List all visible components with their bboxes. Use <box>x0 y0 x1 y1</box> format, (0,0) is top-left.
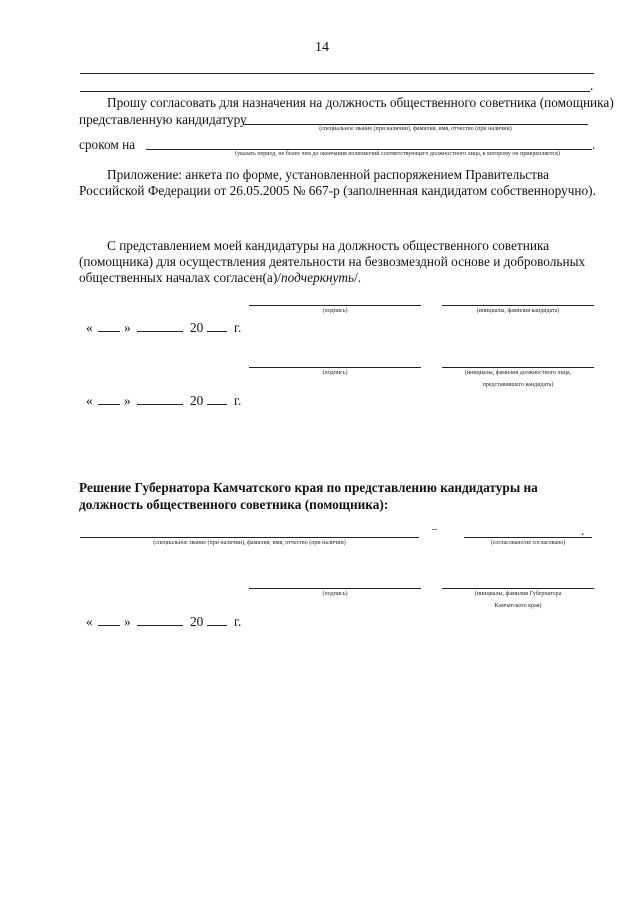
decision-dash: – <box>432 524 437 535</box>
term-line <box>146 149 592 150</box>
term-caption: (указать период, не более чем до окончания полномочий соответствующего должностного лица, к которому он прикрепляется) <box>235 151 560 157</box>
date-year-suffix: г. <box>234 320 242 335</box>
sign3-signature-caption: (подпись) <box>322 591 348 597</box>
term-end: . <box>592 137 596 152</box>
date-month-blank <box>137 625 183 626</box>
date-close-quote: » <box>124 320 131 335</box>
decision-title-line-1: Решение Губернатора Камчатского края по представлению кандидатуры на <box>79 480 538 495</box>
date-year-prefix: 20 <box>190 614 204 629</box>
sign1-name-line <box>442 305 594 306</box>
page-number: 14 <box>315 40 329 55</box>
sign2-name-caption-2: представившего кандидата) <box>482 382 554 388</box>
date-year-blank <box>207 404 227 405</box>
decision-agree-line <box>464 537 592 538</box>
date-line-3 <box>0 614 640 630</box>
sign3-name-caption-1: (инициалы, фамилия Губернатора <box>474 591 562 597</box>
date-month-blank <box>137 404 183 405</box>
sign2-name-caption-1: (инициалы, фамилия должностного лица, <box>464 370 572 376</box>
date-year-blank <box>207 625 227 626</box>
sign1-signature-caption: (подпись) <box>322 308 348 314</box>
sign1-signature-line <box>249 305 421 306</box>
date-day-blank <box>98 404 120 405</box>
decision-end: . <box>581 523 585 538</box>
sign1-name-caption: (инициалы, фамилия кандидата) <box>476 308 560 314</box>
consent-line-3-text: общественных началах согласен(а)/ <box>79 270 281 285</box>
attachment-line-1: Приложение: анкета по форме, установленной распоряжением Правительства <box>107 167 549 182</box>
top-blank-line-2 <box>80 91 590 92</box>
date-month-blank <box>137 331 183 332</box>
sign2-signature-line <box>249 367 421 368</box>
consent-line-3 <box>79 270 361 285</box>
top-line-end: . <box>590 78 594 93</box>
sign3-signature-line <box>249 588 421 589</box>
top-blank-line-1 <box>80 73 594 74</box>
request-candidate-label: представленную кандидатуру <box>79 112 247 127</box>
date-line-2 <box>0 393 640 409</box>
consent-line-3-end: /. <box>354 270 362 285</box>
date-year-prefix: 20 <box>190 393 204 408</box>
date-year-blank <box>207 331 227 332</box>
date-year-suffix: г. <box>234 393 242 408</box>
date-day-blank <box>98 331 120 332</box>
date-close-quote: » <box>124 614 131 629</box>
decision-agree-caption: (согласовано/не согласовано) <box>490 540 566 546</box>
consent-line-2: (помощника) для осуществления деятельности на безвозмездной основе и добровольных <box>79 254 586 269</box>
term-label: сроком на <box>79 137 136 152</box>
consent-underline-hint: подчеркнуть <box>280 270 355 285</box>
consent-line-1: С представлением моей кандидатуры на должность общественного советника <box>107 238 550 253</box>
decision-person-caption: (специальное звание (при наличии), фамилия, имя, отчество (при наличии) <box>153 540 346 546</box>
date-year-prefix: 20 <box>190 320 204 335</box>
date-open-quote: « <box>86 320 93 335</box>
sign2-name-line <box>442 367 594 368</box>
decision-title-line-2: должность общественного советника (помощника): <box>79 497 389 512</box>
decision-person-line <box>80 537 419 538</box>
sign3-name-line <box>442 588 594 589</box>
date-open-quote: « <box>86 393 93 408</box>
request-line-1: Прошу согласовать для назначения на должность общественного советника (помощника) <box>107 95 614 110</box>
date-close-quote: » <box>124 393 131 408</box>
sign3-name-caption-2: Камчатского края) <box>494 603 542 609</box>
date-open-quote: « <box>86 614 93 629</box>
candidate-name-caption: (специальное звание (при наличии), фамилия, имя, отчество (при наличии) <box>319 126 512 132</box>
sign2-signature-caption: (подпись) <box>322 370 348 376</box>
candidate-name-line <box>243 124 588 125</box>
attachment-line-2: Российской Федерации от 26.05.2005 № 667-р (заполненная кандидатом собственноручно). <box>79 183 596 198</box>
date-day-blank <box>98 625 120 626</box>
date-year-suffix: г. <box>234 614 242 629</box>
date-line-1 <box>0 320 640 336</box>
